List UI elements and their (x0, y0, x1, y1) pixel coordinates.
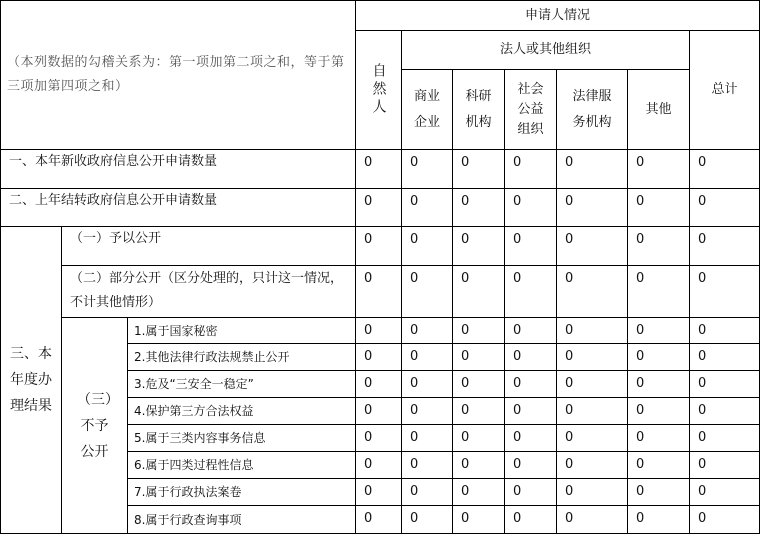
table-row (1, 318, 760, 344)
cell-value: 0 (557, 371, 628, 398)
cell-value: 0 (453, 398, 505, 425)
cell-value: 0 (402, 266, 453, 318)
cell-value: 0 (628, 479, 690, 506)
row-label: 5.属于三类内容事务信息 (128, 425, 356, 452)
cell-value: 0 (505, 398, 557, 425)
cell-value: 0 (628, 189, 690, 227)
cell-value: 0 (628, 398, 690, 425)
cell-value: 0 (402, 452, 453, 479)
commercial-header: 商业 企业 (402, 70, 453, 150)
cell-value: 0 (402, 344, 453, 371)
row-label: （一）予以公开 (62, 227, 356, 266)
cell-value: 0 (505, 266, 557, 318)
cell-value: 0 (505, 425, 557, 452)
cell-value: 0 (356, 425, 402, 452)
section-3-label: 三、本年度办理结果 (1, 227, 62, 534)
table-row (1, 189, 760, 227)
row-label: 4.保护第三方合法权益 (128, 398, 356, 425)
cell-value: 0 (356, 506, 402, 534)
cell-value: 0 (402, 479, 453, 506)
cell-value: 0 (557, 266, 628, 318)
cell-value: 0 (402, 371, 453, 398)
cell-value: 0 (557, 506, 628, 534)
cell-value: 0 (557, 344, 628, 371)
social-header: 社会 公益 组织 (505, 70, 557, 150)
cell-value: 0 (356, 318, 402, 344)
research-header: 科研 机构 (453, 70, 505, 150)
cell-value: 0 (453, 452, 505, 479)
cell-value: 0 (628, 227, 690, 266)
row-label: 6.属于四类过程性信息 (128, 452, 356, 479)
cell-value: 0 (453, 479, 505, 506)
not-disclosed-group-label: （三）不予公开 (62, 318, 128, 534)
cell-value: 0 (505, 318, 557, 344)
cell-value: 0 (690, 479, 760, 506)
cell-value: 0 (628, 506, 690, 534)
cell-value: 0 (557, 150, 628, 189)
cell-value: 0 (453, 425, 505, 452)
cell-value: 0 (505, 452, 557, 479)
row-label: 1.属于国家秘密 (128, 318, 356, 344)
cell-value: 0 (505, 479, 557, 506)
cell-value: 0 (690, 150, 760, 189)
cell-value: 0 (402, 425, 453, 452)
cell-value: 0 (453, 506, 505, 534)
row-label: 3.危及“三安全一稳定” (128, 371, 356, 398)
table-row (1, 227, 760, 266)
cell-value: 0 (690, 371, 760, 398)
cell-value: 0 (690, 425, 760, 452)
cell-value: 0 (690, 189, 760, 227)
cell-value: 0 (505, 344, 557, 371)
cell-value: 0 (628, 344, 690, 371)
cell-value: 0 (453, 344, 505, 371)
cell-value: 0 (557, 452, 628, 479)
cell-value: 0 (505, 227, 557, 266)
cell-value: 0 (557, 398, 628, 425)
row-label: 一、本年新收政府信息公开申请数量 (1, 150, 356, 189)
cell-value: 0 (453, 189, 505, 227)
cell-value: 0 (505, 150, 557, 189)
cell-value: 0 (690, 398, 760, 425)
cell-value: 0 (453, 227, 505, 266)
cell-value: 0 (628, 318, 690, 344)
row-label: 二、上年结转政府信息公开申请数量 (1, 189, 356, 227)
row-label: 7.属于行政执法案卷 (128, 479, 356, 506)
cell-value: 0 (453, 266, 505, 318)
row-label: 8.属于行政查询事项 (128, 506, 356, 534)
cell-value: 0 (356, 150, 402, 189)
cell-value: 0 (356, 227, 402, 266)
cell-value: 0 (628, 425, 690, 452)
other-header: 其他 (628, 70, 690, 150)
legal-group-header: 法人或其他组织 (402, 31, 690, 70)
cell-value: 0 (356, 189, 402, 227)
cell-value: 0 (453, 371, 505, 398)
cell-value: 0 (628, 150, 690, 189)
cell-value: 0 (690, 266, 760, 318)
cell-value: 0 (628, 452, 690, 479)
applicant-header: 申请人情况 (356, 1, 760, 31)
cell-value: 0 (356, 398, 402, 425)
cell-value: 0 (628, 371, 690, 398)
cell-value: 0 (505, 371, 557, 398)
cell-value: 0 (356, 479, 402, 506)
cell-value: 0 (690, 344, 760, 371)
cell-value: 0 (557, 425, 628, 452)
cell-value: 0 (402, 150, 453, 189)
legal-service-header: 法律服 务机构 (557, 70, 628, 150)
cell-value: 0 (690, 506, 760, 534)
cell-value: 0 (690, 452, 760, 479)
cell-value: 0 (453, 318, 505, 344)
natural-person-header: 自然人 (356, 31, 402, 150)
cell-value: 0 (402, 506, 453, 534)
cell-value: 0 (557, 227, 628, 266)
cell-value: 0 (690, 227, 760, 266)
cell-value: 0 (557, 318, 628, 344)
table-note: （本列数据的勾稽关系为：第一项加第二项之和，等于第三项加第四项之和） (1, 1, 356, 150)
cell-value: 0 (690, 318, 760, 344)
cell-value: 0 (505, 506, 557, 534)
total-header: 总计 (690, 31, 760, 150)
cell-value: 0 (356, 371, 402, 398)
row-label: 2.其他法律行政法规禁止公开 (128, 344, 356, 371)
cell-value: 0 (356, 344, 402, 371)
row-label: （二）部分公开（区分处理的，只计这一情况，不计其他情形） (62, 266, 356, 318)
table-row (1, 150, 760, 189)
cell-value: 0 (402, 189, 453, 227)
cell-value: 0 (557, 189, 628, 227)
cell-value: 0 (628, 266, 690, 318)
cell-value: 0 (402, 318, 453, 344)
cell-value: 0 (557, 479, 628, 506)
cell-value: 0 (402, 227, 453, 266)
cell-value: 0 (356, 266, 402, 318)
cell-value: 0 (505, 189, 557, 227)
cell-value: 0 (402, 398, 453, 425)
cell-value: 0 (453, 150, 505, 189)
cell-value: 0 (356, 452, 402, 479)
table-row (1, 266, 760, 318)
